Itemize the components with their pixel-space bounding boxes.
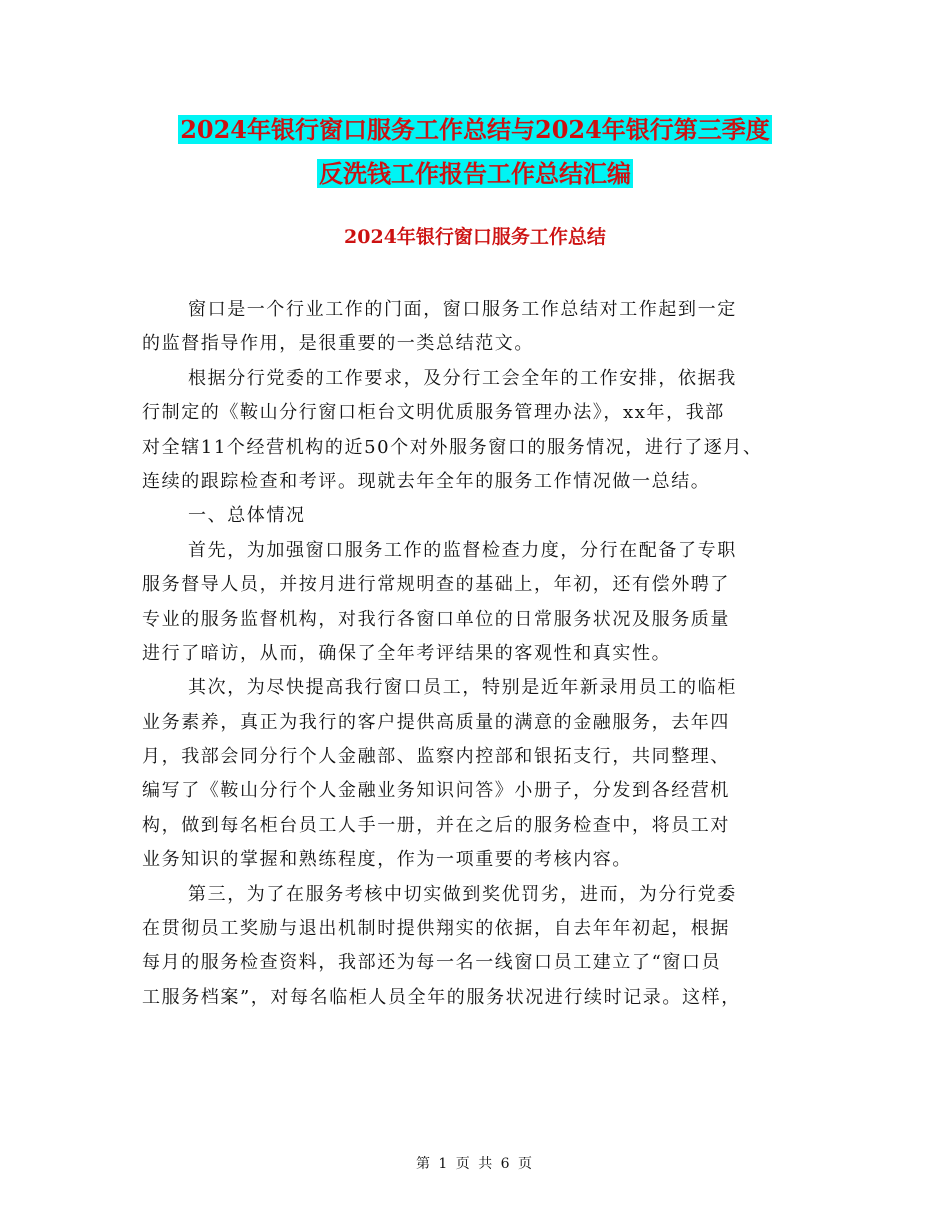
body-line: 在贯彻员工奖励与退出机制时提供翔实的依据，自去年年初起，根据 — [142, 918, 730, 940]
page-footer: 第 1 页 共 6 页 — [415, 1156, 535, 1172]
body-line: 专业的服务监督机构，对我行各窗口单位的日常服务状况及服务质量 — [142, 608, 730, 630]
body-line: 的监督指导作用，是很重要的一类总结范文。 — [142, 333, 534, 355]
body-line: 第三，为了在服务考核中切实做到奖优罚劣，进而，为分行党委 — [188, 883, 737, 905]
body-text — [142, 293, 822, 1015]
body-line: 工服务档案”，对每名临柜人员全年的服务状况进行续时记录。这样， — [142, 986, 741, 1008]
title-highlight-2: 反洗钱工作报告工作总结汇编 — [319, 159, 631, 188]
body-line: 行制定的《鞍山分行窗口柜台文明优质服务管理办法》，xx年，我部 — [142, 402, 725, 424]
body-line: 根据分行党委的工作要求，及分行工会全年的工作安排，依据我 — [188, 367, 737, 389]
body-line: 业务素养，真正为我行的客户提供高质量的满意的金融服务，去年四 — [142, 711, 730, 733]
body-line: 进行了暗访，从而，确保了全年考评结果的客观性和真实性。 — [142, 642, 672, 664]
body-line: 一、总体情况 — [188, 505, 306, 527]
body-line: 其次，为尽快提高我行窗口员工，特别是近年新录用员工的临柜 — [188, 677, 737, 699]
body-line: 构，做到每名柜台员工人手一册，并在之后的服务检查中，将员工对 — [142, 814, 730, 836]
body-line: 连续的跟踪检查和考评。现就去年全年的服务工作情况做一总结。 — [142, 470, 711, 492]
body-line: 服务督导人员，并按月进行常规明查的基础上，年初，还有偿外聘了 — [142, 574, 730, 596]
section-heading: 2024年银行窗口服务工作总结 — [344, 226, 606, 248]
body-line: 窗口是一个行业工作的门面，窗口服务工作总结对工作起到一定 — [188, 299, 737, 320]
title-highlight-1: 2024年银行窗口服务工作总结与2024年银行第三季度 — [180, 115, 770, 144]
body-line: 首先，为加强窗口服务工作的监督检查力度，分行在配备了专职 — [188, 539, 737, 561]
body-line: 对全辖11个经营机构的近50个对外服务窗口的服务情况，进行了逐月、 — [142, 436, 763, 458]
body-line: 月，我部会同分行个人金融部、监察内控部和银拓支行，共同整理、 — [142, 746, 730, 768]
document-title-line-1 — [0, 111, 950, 149]
document-title-line-2 — [0, 155, 950, 193]
body-line: 每月的服务检查资料，我部还为每一名一线窗口员工建立了“窗口员 — [142, 952, 722, 974]
body-line: 编写了《鞍山分行个人金融业务知识问答》小册子，分发到各经营机 — [142, 780, 730, 802]
body-line: 业务知识的掌握和熟练程度，作为一项重要的考核内容。 — [142, 849, 632, 871]
